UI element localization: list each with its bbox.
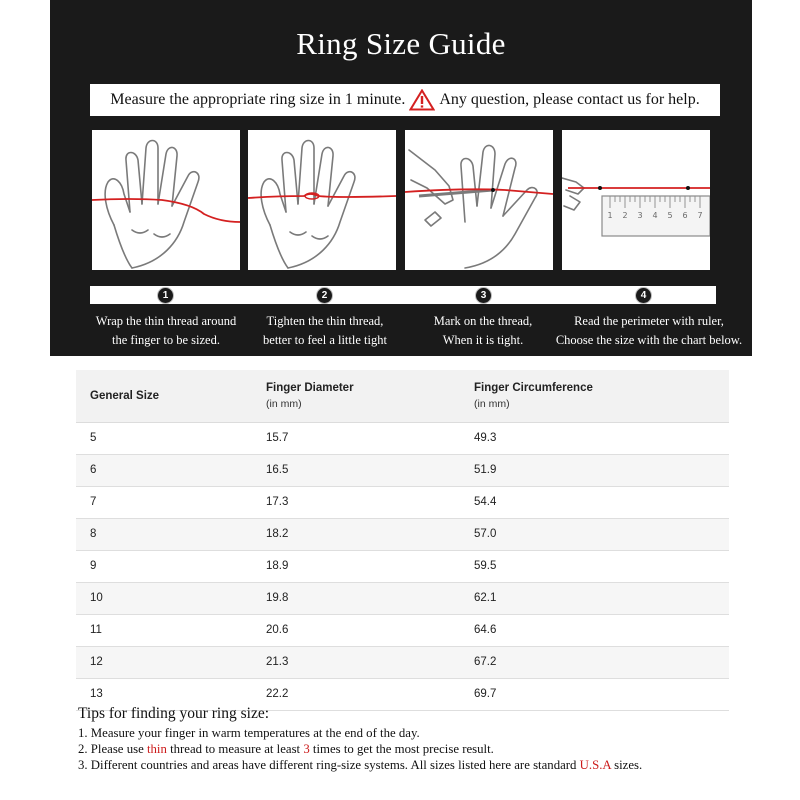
table-header-row — [76, 370, 729, 422]
circumference-cell: 51.9 — [460, 454, 729, 486]
circumference-cell: 57.0 — [460, 518, 729, 550]
size-cell: 10 — [76, 582, 252, 614]
step-number-badge: 4 — [635, 287, 652, 304]
guide-header-panel — [50, 0, 752, 356]
tip-1: 1. Measure your finger in warm temperatures at the end of the day. — [78, 726, 420, 740]
caption-line: Read the perimeter with ruler, — [574, 314, 724, 328]
page-title: Ring Size Guide — [296, 26, 506, 61]
ruler-number: 2 — [622, 211, 628, 220]
step-number-badge: 1 — [157, 287, 174, 304]
size-cell: 11 — [76, 614, 252, 646]
diameter-cell: 18.2 — [252, 518, 460, 550]
tips-title: Tips for finding your ring size: — [78, 705, 270, 722]
table-row — [76, 486, 729, 518]
diameter-cell: 21.3 — [252, 646, 460, 678]
circumference-cell: 49.3 — [460, 422, 729, 454]
table-row — [76, 422, 729, 454]
caption-line: Tighten the thin thread, — [266, 314, 384, 328]
tip-2: 2. Please use thin thread to measure at least 3 times to get the most precise result. — [78, 742, 494, 756]
header-general-size: General Size — [76, 370, 252, 422]
ruler-number: 3 — [637, 211, 643, 220]
diameter-cell: 20.6 — [252, 614, 460, 646]
size-cell: 9 — [76, 550, 252, 582]
intro-text: Measure the appropriate ring size in 1 minute. — [110, 91, 406, 108]
caption-line: better to feel a little tight — [263, 333, 387, 347]
intro-banner — [90, 84, 720, 116]
circumference-cell: 62.1 — [460, 582, 729, 614]
table-row — [76, 582, 729, 614]
step-number-badge: 3 — [475, 287, 492, 304]
step-timeline — [90, 286, 716, 304]
ruler-number: 4 — [652, 211, 658, 220]
size-cell: 13 — [76, 678, 252, 710]
size-cell: 12 — [76, 646, 252, 678]
circumference-cell: 67.2 — [460, 646, 729, 678]
ruler-number: 1 — [607, 211, 613, 220]
size-cell: 6 — [76, 454, 252, 486]
ruler-number: 7 — [697, 211, 703, 220]
circumference-cell: 59.5 — [460, 550, 729, 582]
caption-line: Choose the size with the chart below. — [555, 333, 743, 347]
ruler-number: 5 — [667, 211, 673, 220]
diameter-cell: 19.8 — [252, 582, 460, 614]
table-row — [76, 454, 729, 486]
step-3-illustration — [405, 130, 553, 270]
size-cell: 8 — [76, 518, 252, 550]
caption-line: the finger to be sized. — [112, 333, 220, 347]
caption-line: Mark on the thread, — [433, 314, 533, 328]
size-cell: 7 — [76, 486, 252, 518]
diameter-cell: 17.3 — [252, 486, 460, 518]
ruler-number: 6 — [682, 211, 688, 220]
step-4-illustration — [562, 130, 710, 270]
caption-line: When it is tight. — [442, 333, 524, 347]
size-cell: 5 — [76, 422, 252, 454]
intro-contact-text: Any question, please contact us for help. — [439, 91, 700, 108]
table-row — [76, 646, 729, 678]
circumference-cell: 64.6 — [460, 614, 729, 646]
tip-3: 3. Different countries and areas have different ring-size systems. All sizes listed here are standard U.S.A sizes. — [78, 758, 643, 772]
ring-size-table — [76, 370, 729, 711]
header-finger-circumference: Finger Circumference (in mm) — [460, 370, 729, 422]
step-4-caption — [546, 312, 752, 350]
tips-section — [78, 705, 642, 773]
table-row — [76, 614, 729, 646]
step-1-illustration — [92, 130, 240, 270]
diameter-cell: 22.2 — [252, 678, 460, 710]
warning-triangle-icon — [409, 89, 435, 111]
circumference-cell: 54.4 — [460, 486, 729, 518]
diameter-cell: 15.7 — [252, 422, 460, 454]
circumference-cell: 69.7 — [460, 678, 729, 710]
step-number-badge: 2 — [316, 287, 333, 304]
step-2-illustration — [248, 130, 396, 270]
diameter-cell: 18.9 — [252, 550, 460, 582]
caption-line: Wrap the thin thread around — [95, 314, 237, 328]
header-finger-diameter: Finger Diameter (in mm) — [252, 370, 460, 422]
table-row — [76, 518, 729, 550]
table-row — [76, 550, 729, 582]
diameter-cell: 16.5 — [252, 454, 460, 486]
